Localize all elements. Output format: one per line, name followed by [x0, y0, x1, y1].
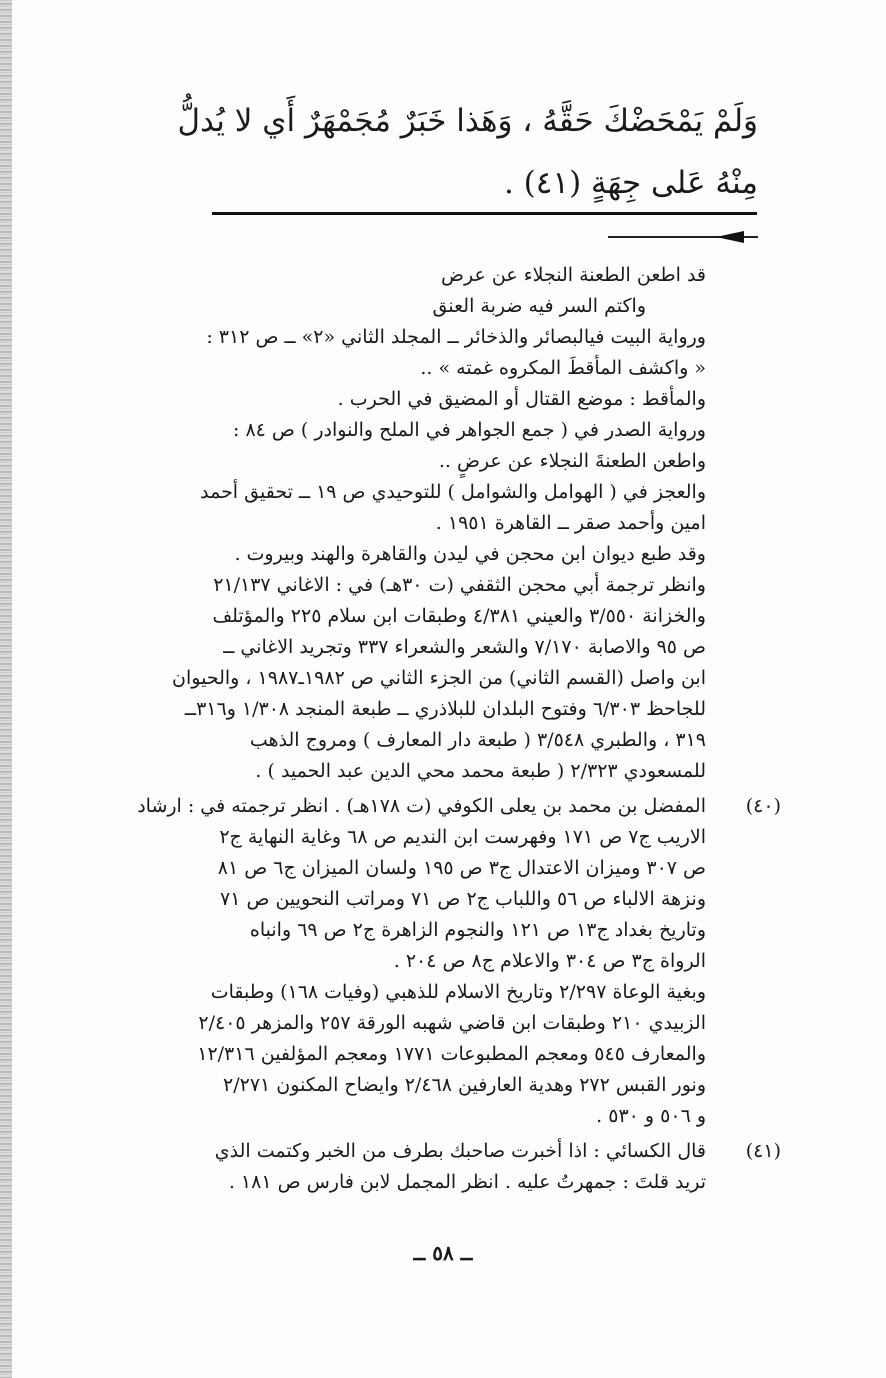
footnotes: [86, 260, 781, 1198]
main-text-line-1: وَلَمْ يَمْحَضْكَ حَقَّهُ ، وَهَذا خَبَرٌ مُجَمْهَرٌ أَي لا يُدلُّ: [177, 103, 758, 139]
note-39-continuation: [86, 322, 706, 787]
main-text-line-2: مِنْهُ عَلى جِهَةٍ (٤١) .: [503, 165, 758, 201]
note-line: ونور القبس ٢٧٢ وهدية العارفين ٢/٤٦٨ وايضاح المكنون ٢/٢٧١: [223, 1074, 706, 1096]
separator-rule: [212, 212, 757, 215]
note-line: الرواة ج٣ ص ٣٠٤ والاعلام ج٨ ص ٢٠٤ .: [393, 950, 706, 972]
note-line: امين وأحمد صقر ــ القاهرة ١٩٥١ .: [435, 512, 706, 534]
note-line: قال الكسائي : اذا أخبرت صاحبك بطرف من الخبر وكتمت الذي: [214, 1140, 706, 1162]
note-line: « واكشف المأقطَ المكروه غمته » ..: [420, 357, 706, 379]
note-line: ص ٩٥ والاصابة ٧/١٧٠ والشعر والشعراء ٣٣٧ وتجريد الاغاني ــ: [223, 636, 706, 658]
note-line: ابن واصل (القسم الثاني) من الجزء الثاني ص ١٩٨٢ـ١٩٨٧ ، والحيوان: [172, 667, 706, 689]
note-line: والمعارف ٥٤٥ ومعجم المطبوعات ١٧٧١ ومعجم المؤلفين ١٢/٣١٦: [197, 1043, 706, 1065]
note-line: و ٥٠٦ و ٥٣٠ .: [596, 1105, 706, 1127]
note-40: [86, 791, 781, 1132]
note-line: ونزهة الالباء ص ٥٦ واللباب ج٢ ص ٧١ ومراتب النحويين ص ٧١: [219, 888, 706, 910]
note-line: المفضل بن محمد بن يعلى الكوفي (ت ١٧٨هـ) . انظر ترجمته في : ارشاد: [137, 795, 706, 817]
note-line: والمأقط : موضع القتال أو المضيق في الحرب .: [337, 388, 706, 410]
note-number-41: (٤١): [745, 1140, 781, 1162]
note-line: وقد طبع ديوان ابن محجن في ليدن والقاهرة والهند وبيروت .: [234, 543, 706, 565]
scan-edge: [0, 0, 12, 1378]
note-line: واطعن الطعنةَ النجلاء عن عرضٍ ..: [438, 450, 706, 472]
note-line: ص ٣٠٧ وميزان الاعتدال ج٣ ص ١٩٥ ولسان الميزان ج٦ ص ٨١: [217, 857, 706, 879]
note-line: والخزانة ٣/٥٥٠ والعيني ٤/٣٨١ وطبقات ابن سلام ٢٢٥ والمؤتلف: [212, 605, 706, 627]
note-line: الزبيدي ٢١٠ وطبقات ابن قاضي شهبه الورقة ٢٥٧ والمزهر ٢/٤٠٥: [198, 1012, 706, 1034]
poem-line-1: قد اطعن الطعنة النجلاء عن عرض: [441, 264, 706, 286]
page-number: ــ ٥٨ ــ: [413, 1241, 473, 1265]
note-line: ورواية البيت فيالبصائر والذخائر ــ المجلد الثاني «٢» ــ ص ٣١٢ :: [206, 326, 706, 348]
note-line: ٣١٩ ، والطبري ٣/٥٤٨ ( طبعة دار المعارف ) ومروج الذهب: [249, 729, 706, 751]
poem-line-2: واكتم السر فيه ضربة العنق: [432, 295, 646, 317]
note-line: للمسعودي ٢/٣٢٣ ( طبعة محمد محي الدين عبد الحميد ) .: [255, 760, 706, 782]
note-line: الاريب ج٧ ص ١٧١ وفهرست ابن النديم ص ٦٨ وغاية النهاية ج٢: [219, 826, 706, 848]
footnote-arrow-rule: [608, 236, 758, 238]
note-line: والعجز في ( الهوامل والشوامل ) للتوحيدي ص ١٩ ــ تحقيق أحمد: [200, 481, 706, 503]
note-line: للجاحظ ٦/٣٠٣ وفتوح البلدان للبلاذري ــ طبعة المنجد ١/٣٠٨ و٣١٦ــ: [184, 698, 706, 720]
note-line: تريد قلتَ : جمهرتُ عليه . انظر المجمل لابن فارس ص ١٨١ .: [228, 1171, 706, 1193]
main-text: [108, 96, 758, 208]
note-41: [86, 1136, 781, 1198]
note-line: ورواية الصدر في ( جمع الجواهر في الملح والنوادر ) ص ٨٤ :: [232, 419, 706, 441]
note-line: وتاريخ بغداد ج١٣ ص ١٢١ والنجوم الزاهرة ج٢ ص ٦٩ وانباه: [249, 919, 706, 941]
note-number-40: (٤٠): [745, 795, 781, 817]
note-line: وانظر ترجمة أبي محجن الثقفي (ت ٣٠هـ) في : الاغاني ٢١/١٣٧: [213, 574, 706, 596]
note-line: وبغية الوعاة ٢/٢٩٧ وتاريخ الاسلام للذهبي (وفيات ١٦٨) وطبقات: [210, 981, 706, 1003]
